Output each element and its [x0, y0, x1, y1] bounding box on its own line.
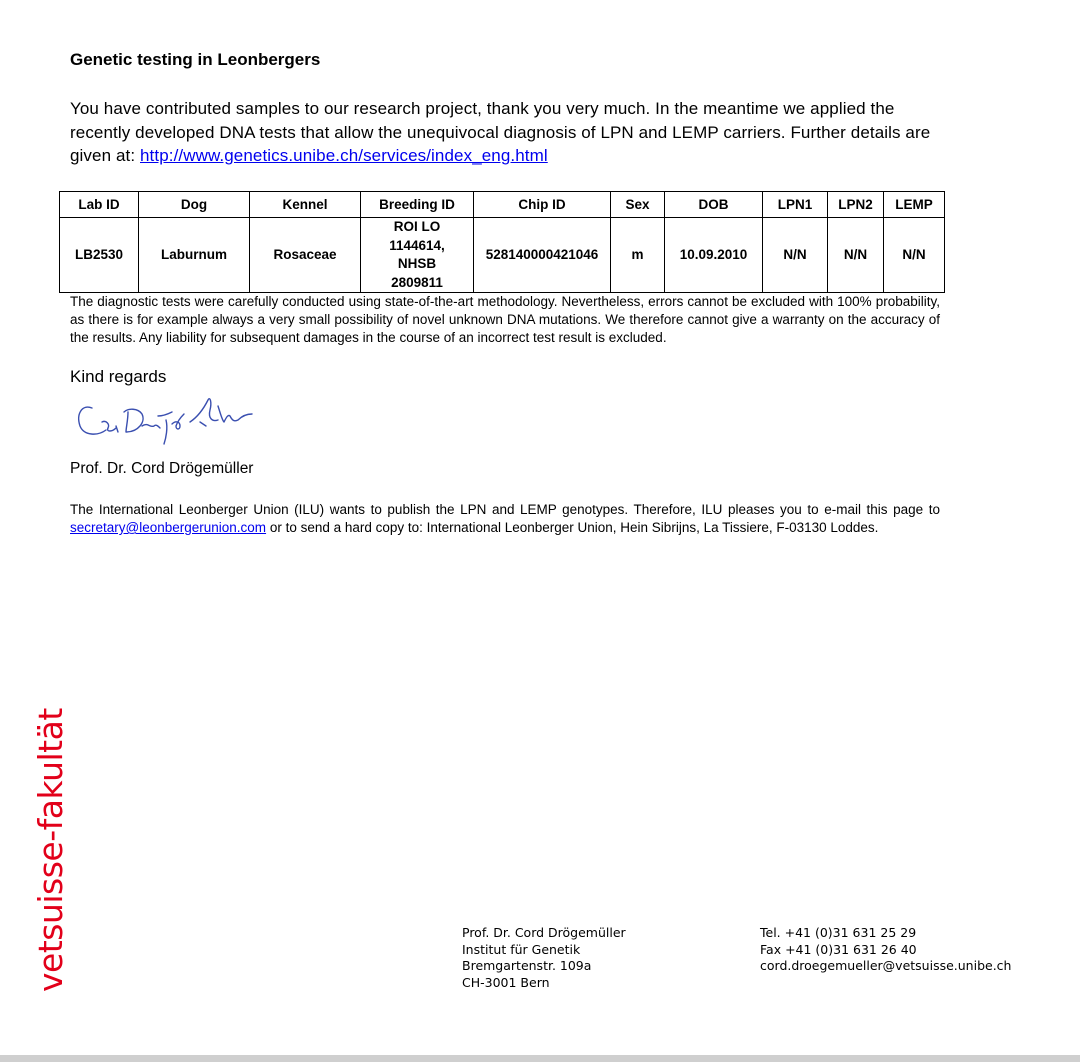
header-lpn2: LPN2 — [828, 192, 884, 218]
header-lab-id: Lab ID — [60, 192, 139, 218]
cell-breeding-id — [361, 218, 474, 293]
header-dob: DOB — [665, 192, 763, 218]
cell-sex: m — [611, 218, 665, 293]
intro-text: You have contributed samples to our research project, thank you very much. In the meantime we applied the recently developed DNA tests that allow the unequivocal diagnosis of LPN and LEMP carriers. Further details are given at: — [70, 99, 931, 165]
breeding-id-line: ROI LO — [393, 219, 441, 234]
footer-address-line: CH-3001 Bern — [462, 974, 550, 990]
genetics-link[interactable]: http://www.genetics.unibe.ch/services/index_eng.html — [140, 146, 548, 165]
header-kennel: Kennel — [250, 192, 361, 218]
cell-dog: Laburnum — [139, 218, 250, 293]
header-lemp: LEMP — [884, 192, 945, 218]
cell-kennel: Rosaceae — [250, 218, 361, 293]
intro-paragraph — [70, 97, 940, 168]
closing-text: Kind regards — [70, 367, 167, 386]
footer-address-line: Prof. Dr. Cord Drögemüller — [462, 925, 626, 940]
cell-dob: 10.09.2010 — [665, 218, 763, 293]
cell-lab-id: LB2530 — [60, 218, 139, 293]
footer-email: cord.droegemueller@vetsuisse.unibe.ch — [760, 958, 1012, 973]
faculty-brand — [0, 0, 70, 1062]
header-dog: Dog — [139, 192, 250, 218]
disclaimer-paragraph: The diagnostic tests were carefully conducted using state-of-the-art methodology. Nevertheless, errors cannot be excluded with 100% probability, as there is for example always a very small possibility of novel unknown DNA mutations. We therefore cannot give a warranty on the accuracy of the results. Any liability for subsequent damages in the course of an incorrect test result is excluded. — [70, 294, 940, 345]
cell-lemp: N/N — [884, 218, 945, 293]
ilu-text-after: or to send a hard copy to: International Leonberger Union, Hein Sibrijns, La Tissiere, F-03130 Loddes. — [266, 520, 879, 535]
signature-icon — [72, 392, 262, 457]
header-chip-id: Chip ID — [474, 192, 611, 218]
footer-contact — [760, 925, 1011, 975]
cell-lpn2: N/N — [828, 218, 884, 293]
header-lpn1: LPN1 — [763, 192, 828, 218]
brand-text: vetsuisse-fakultät — [31, 708, 70, 992]
ilu-email-link[interactable]: secretary@leonbergerunion.com — [70, 520, 267, 535]
header-breeding-id: Breeding ID — [361, 192, 474, 218]
ilu-paragraph — [70, 501, 940, 537]
footer-address — [462, 925, 626, 991]
footer-address-line: Institut für Genetik — [462, 941, 581, 957]
page-title: Genetic testing in Leonbergers — [70, 50, 321, 69]
signer-name: Prof. Dr. Cord Drögemüller — [70, 460, 254, 477]
cell-lpn1: N/N — [763, 218, 828, 293]
bottom-divider — [0, 1055, 1080, 1062]
breeding-id-line: 2809811 — [391, 274, 443, 290]
footer-fax: Fax +41 (0)31 631 26 40 — [760, 941, 917, 957]
breeding-id-line: 1144614, — [389, 237, 445, 253]
footer-phone: Tel. +41 (0)31 631 25 29 — [760, 925, 917, 940]
footer-address-line: Bremgartenstr. 109a — [462, 958, 592, 973]
cell-chip-id: 528140000421046 — [474, 218, 611, 293]
results-table — [59, 191, 945, 293]
table-header-row — [60, 192, 945, 218]
table-row — [60, 218, 945, 293]
ilu-text-before: The International Leonberger Union (ILU) wants to publish the LPN and LEMP genotypes. Therefore, ILU pleases you to e-mail this page to — [70, 502, 940, 517]
breeding-id-line: NHSB — [397, 256, 437, 271]
header-sex: Sex — [611, 192, 665, 218]
